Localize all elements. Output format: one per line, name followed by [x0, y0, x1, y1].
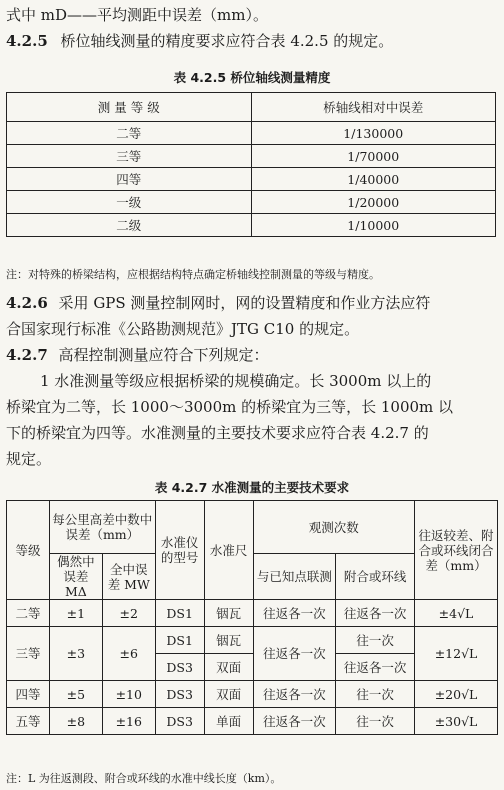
- header-instrument: 水准仪的型号: [155, 501, 204, 600]
- header-error-group: 每公里高差中数中误差（mm）: [49, 501, 155, 554]
- table-cell: 1/130000: [251, 122, 496, 145]
- item-1-line-1: 1 水准测量等级应根据桥梁的规模确定。长 3000m 以上的: [40, 372, 432, 390]
- cell-known: 往返各一次: [253, 600, 336, 627]
- table-header-row: [7, 93, 496, 122]
- header-closure: 往返较差、附合或环线闭合差（mm）: [415, 501, 498, 600]
- item-1-line-2: 桥梁宜为二等，长 1000～3000m 的桥梁宜为三等，长 1000m 以: [6, 398, 454, 416]
- section-text: 高程控制测量应符合下列规定：: [58, 346, 269, 364]
- item-1-line-3: 下的桥梁宜为四等。水准测量的主要技术要求应符合表 4.2.7 的: [6, 424, 429, 442]
- cell-staff: 双面: [204, 681, 253, 708]
- header-total: 全中误差 MW: [102, 554, 155, 600]
- cell-loop: 往一次: [336, 681, 415, 708]
- table-header-cell: 桥轴线相对中误差: [251, 93, 496, 122]
- cell-total: ±6: [102, 627, 155, 681]
- cell-instrument: [155, 708, 204, 735]
- section-text: 桥位轴线测量的精度要求应符合表 4.2.5 的规定。: [60, 32, 394, 50]
- cell-instrument: [155, 600, 204, 627]
- table-row: [7, 600, 498, 627]
- cell-instrument: [155, 681, 204, 708]
- table-leveling-requirements: [6, 500, 498, 735]
- section-number: 4.2.6: [6, 294, 48, 312]
- table-header-cell: 测 量 等 级: [7, 93, 252, 122]
- cell-loop: 往一次: [336, 627, 415, 654]
- cell-random: ±5: [49, 681, 102, 708]
- table-row: [7, 145, 496, 168]
- instrument-label: DS1: [166, 632, 193, 648]
- cell-instrument: [155, 654, 204, 681]
- header-staff: 水准尺: [204, 501, 253, 600]
- cell-total: ±10: [102, 681, 155, 708]
- cell-random: ±8: [49, 708, 102, 735]
- cell-grade: 四等: [7, 681, 50, 708]
- cell-closure: ±30√L: [415, 708, 498, 735]
- cell-total: ±2: [102, 600, 155, 627]
- section-text: 采用 GPS 测量控制网时，网的设置精度和作业方法应符: [58, 294, 431, 312]
- table-row: [7, 627, 498, 654]
- table2-caption: 表 4.2.7 水准测量的主要技术要求: [154, 480, 350, 495]
- table-row: [7, 681, 498, 708]
- item-1-line-4: 规定。: [6, 450, 52, 468]
- table-cell: 一级: [7, 191, 252, 214]
- instrument-label: DS1: [166, 605, 193, 621]
- instrument-label: DS3: [166, 659, 193, 675]
- table-cell: 1/10000: [251, 214, 496, 237]
- cell-loop: 往一次: [336, 708, 415, 735]
- header-random: 偶然中误差 MΔ: [49, 554, 102, 600]
- cell-loop: 往返各一次: [336, 654, 415, 681]
- cell-grade: 三等: [7, 627, 50, 681]
- table1-caption: 表 4.2.5 桥位轴线测量精度: [173, 70, 331, 85]
- table-row: [7, 214, 496, 237]
- cell-closure: ±4√L: [415, 600, 498, 627]
- table-cell: 二级: [7, 214, 252, 237]
- table-cell: 1/70000: [251, 145, 496, 168]
- cell-staff: 铟瓦: [204, 627, 253, 654]
- cell-random: ±3: [49, 627, 102, 681]
- table-cell: 二等: [7, 122, 252, 145]
- cell-grade: 五等: [7, 708, 50, 735]
- instrument-label: DS3: [166, 686, 193, 702]
- table-row: [7, 708, 498, 735]
- cell-staff: 双面: [204, 654, 253, 681]
- header-loop: 附合或环线: [336, 554, 415, 600]
- table-cell: 1/20000: [251, 191, 496, 214]
- cell-closure: ±12√L: [415, 627, 498, 681]
- cell-random: ±1: [49, 600, 102, 627]
- table-bridge-axis-accuracy: [6, 92, 496, 237]
- header-grade: 等级: [7, 501, 50, 600]
- header-obs-group: 观测次数: [253, 501, 415, 554]
- cell-known: 往返各一次: [253, 708, 336, 735]
- cell-staff: 铟瓦: [204, 600, 253, 627]
- cell-instrument: [155, 627, 204, 654]
- table-row: [7, 191, 496, 214]
- cell-total: ±16: [102, 708, 155, 735]
- instrument-label: DS3: [166, 713, 193, 729]
- cell-closure: ±20√L: [415, 681, 498, 708]
- section-number: 4.2.7: [6, 346, 48, 364]
- cell-known: 往返各一次: [253, 627, 336, 681]
- table-row: [7, 122, 496, 145]
- cell-known: 往返各一次: [253, 681, 336, 708]
- section-4-2-6-line-2: 合国家现行标准《公路勘测规范》JTG C10 的规定。: [6, 320, 360, 338]
- table-cell: 四等: [7, 168, 252, 191]
- section-4-2-7: [6, 344, 498, 366]
- table-cell: 三等: [7, 145, 252, 168]
- section-4-2-6-line-1: [6, 292, 498, 314]
- header-known: 与已知点联测: [253, 554, 336, 600]
- table2-note: 注：L 为往返测段、附合或环线的水准中线长度（km）。: [6, 772, 282, 785]
- intro-line: 式中 mD——平均测距中误差（mm）。: [6, 6, 268, 24]
- section-4-2-5: [6, 30, 498, 52]
- table-header-row: [7, 501, 498, 554]
- cell-staff: 单面: [204, 708, 253, 735]
- table1-note: 注：对特殊的桥梁结构，应根据结构特点确定桥轴线控制测量的等级与精度。: [6, 268, 380, 281]
- section-number: 4.2.5: [6, 32, 48, 50]
- table-row: [7, 168, 496, 191]
- table-cell: 1/40000: [251, 168, 496, 191]
- cell-loop: 往返各一次: [336, 600, 415, 627]
- cell-grade: 二等: [7, 600, 50, 627]
